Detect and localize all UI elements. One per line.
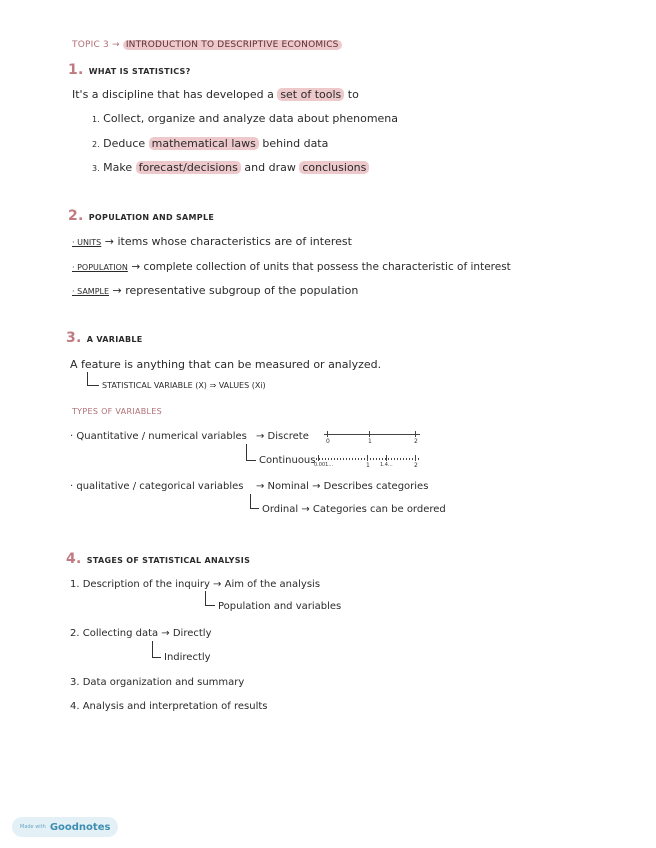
continuous-tick xyxy=(318,455,319,461)
badge-made-label: Made with xyxy=(20,824,46,830)
connector-arrow xyxy=(87,372,99,386)
item-text: Collect, organize and analyze data about phenomena xyxy=(103,112,399,125)
tick-label: 0 xyxy=(326,438,330,445)
topic-title: INTRODUCTION TO DESCRIPTIVE ECONOMICS xyxy=(123,40,342,50)
item-number: 2. xyxy=(92,140,100,149)
discrete-axis xyxy=(324,434,420,435)
statistics-definition xyxy=(72,89,359,100)
discrete-tick xyxy=(327,431,328,437)
item-highlight: conclusions xyxy=(299,161,369,174)
item-number: 1. xyxy=(92,115,100,124)
section-3-number: 3. xyxy=(66,330,82,346)
item-text: Make xyxy=(103,161,133,174)
variable-definition: A feature is anything that can be measured or analyzed. xyxy=(70,358,382,371)
connector-arrow xyxy=(152,641,161,658)
discrete-tick xyxy=(415,431,416,437)
tick-label: 0.001... xyxy=(314,462,334,468)
item-highlight: mathematical laws xyxy=(149,137,259,150)
continuous-tick xyxy=(415,455,416,461)
stage-2: 2. Collecting data → Directly xyxy=(70,628,212,639)
connector-arrow xyxy=(250,494,259,509)
discrete-tick xyxy=(369,431,370,437)
continuous-tick xyxy=(367,455,368,461)
section-2-title: POPULATION AND SAMPLE xyxy=(88,213,215,222)
tick-label: 2 xyxy=(414,438,418,445)
stage-3: 3. Data organization and summary xyxy=(70,677,245,688)
statistical-variable: STATISTICAL VARIABLE (X) ⇒ VALUES (Xi) xyxy=(102,381,266,390)
stage-1-sub: Population and variables xyxy=(218,601,342,612)
section-4-title: STAGES OF STATISTICAL ANALYSIS xyxy=(86,556,251,565)
term-definition: → representative subgroup of the population xyxy=(112,284,359,297)
topic-prefix: TOPIC 3 → xyxy=(72,40,120,50)
types-of-variables-title: TYPES OF VARIABLES xyxy=(72,407,163,416)
section-1-number: 1. xyxy=(68,62,84,78)
made-with-goodnotes-badge[interactable] xyxy=(12,817,118,837)
connector-arrow xyxy=(205,591,215,606)
item-text: and draw xyxy=(244,161,296,174)
quantitative-variables: · Quantitative / numerical variables xyxy=(70,431,247,442)
section-4-number: 4. xyxy=(66,551,82,567)
stage-4: 4. Analysis and interpretation of results xyxy=(70,701,268,712)
term-sample: · SAMPLE xyxy=(72,287,110,296)
section-4-heading xyxy=(66,552,250,566)
topic-header xyxy=(72,41,342,50)
qualitative-variables: · qualitative / categorical variables xyxy=(70,481,244,492)
definition-highlight: set of tools xyxy=(277,88,344,101)
continuous-tick xyxy=(386,455,387,461)
term-definition: → complete collection of units that possess the characteristic of interest xyxy=(131,261,511,273)
section-1-heading xyxy=(68,63,191,77)
term-definition: → items whose characteristics are of interest xyxy=(104,235,352,248)
tick-label: 1.4... xyxy=(380,462,393,468)
continuous-axis xyxy=(316,458,420,460)
list-item xyxy=(92,162,369,173)
goodnotes-logo: Goodnotes xyxy=(49,821,111,833)
definition-text-b: to xyxy=(347,88,359,101)
stage-1: 1. Description of the inquiry → Aim of the analysis xyxy=(70,579,321,590)
list-item xyxy=(92,138,328,149)
term-units: · UNITS xyxy=(72,238,102,247)
item-number: 3. xyxy=(92,164,100,173)
section-3-heading xyxy=(66,331,143,345)
section-2-number: 2. xyxy=(68,208,84,224)
tick-label: 1 xyxy=(368,438,372,445)
item-text: behind data xyxy=(262,137,329,150)
list-item xyxy=(72,236,352,247)
discrete-label: → Discrete xyxy=(256,431,309,442)
ordinal-label: Ordinal → Categories can be ordered xyxy=(262,504,446,515)
continuous-label: Continuous xyxy=(259,455,316,466)
tick-label: 1 xyxy=(366,462,370,469)
term-population: · POPULATION xyxy=(72,263,128,272)
nominal-label: → Nominal → Describes categories xyxy=(256,481,429,492)
item-text: Deduce xyxy=(103,137,146,150)
list-item xyxy=(72,261,511,273)
item-highlight: forecast/decisions xyxy=(136,161,241,174)
list-item xyxy=(72,285,358,296)
section-2-heading xyxy=(68,209,214,223)
definition-text-a: It's a discipline that has developed a xyxy=(72,88,274,101)
section-1-title: WHAT IS STATISTICS? xyxy=(88,67,191,76)
list-item xyxy=(92,113,398,124)
connector-arrow xyxy=(246,444,256,461)
section-3-title: A VARIABLE xyxy=(86,335,143,344)
stage-2-sub: Indirectly xyxy=(164,652,211,663)
tick-label: 2 xyxy=(414,462,418,469)
